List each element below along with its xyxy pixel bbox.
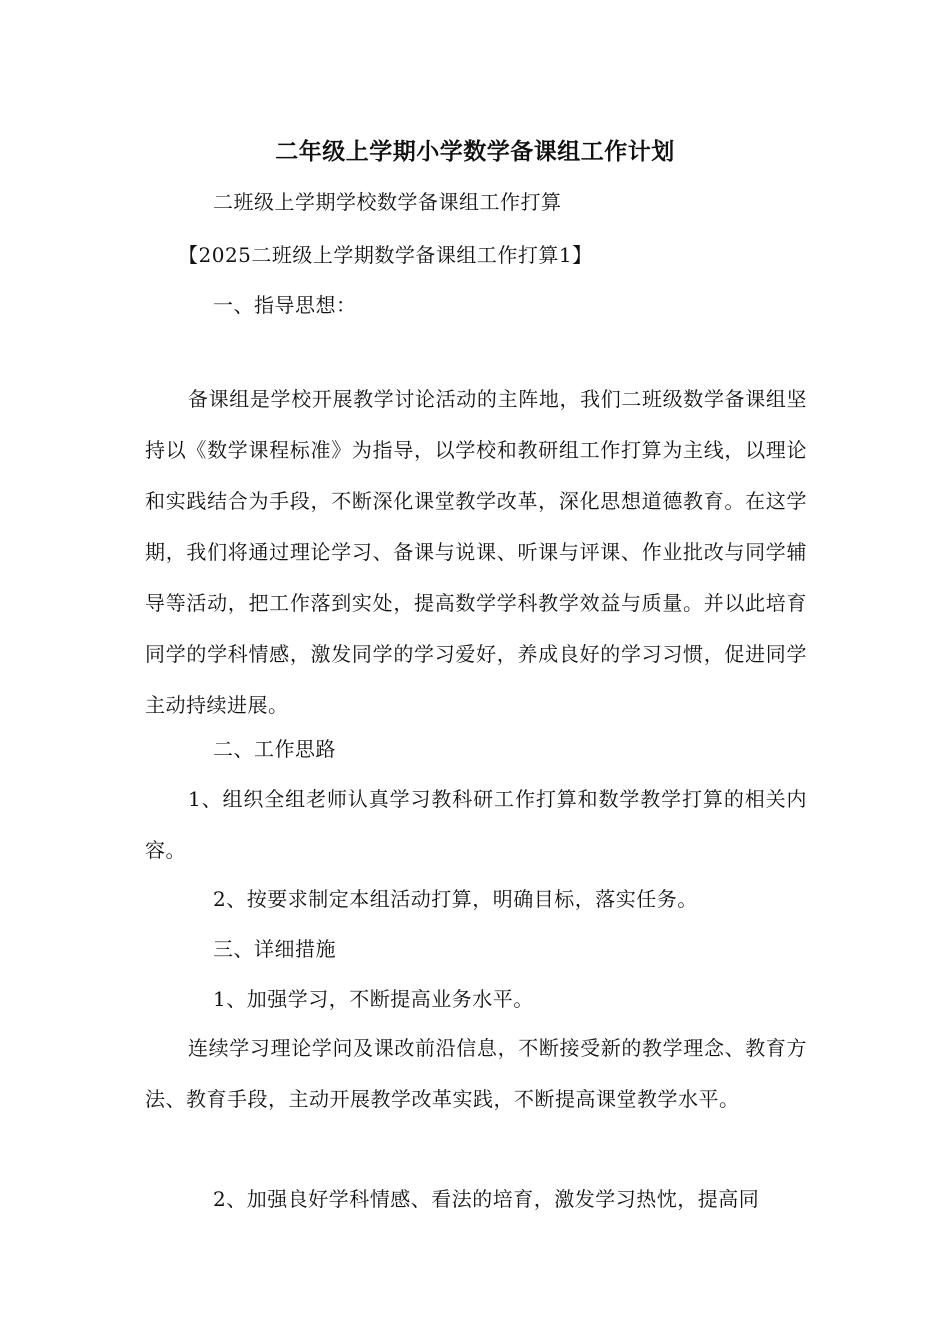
bracket-heading: 【2025二班级上学期数学备课组工作打算1】	[178, 243, 593, 267]
paragraph-measure-1: 连续学习理论学问及课改前沿信息，不断接受新的教学理念、教育方法、教育手段，主动开展教学改革实践，不断提高课堂教学水平。	[145, 1036, 807, 1111]
work-idea-item-2: 2、按要求制定本组活动打算，明确目标，落实任务。	[213, 887, 698, 911]
work-idea-item-1: 1、组织全组老师认真学习教科研工作打算和数学教学打算的相关内容。	[145, 787, 807, 862]
measure-item-2: 2、加强良好学科情感、看法的培育，激发学习热忱，提高同	[213, 1187, 760, 1211]
paragraph-guiding-thought: 备课组是学校开展教学讨论活动的主阵地，我们二班级数学备课组坚持以《数学课程标准》为指导，以学校和教研组工作打算为主线，以理论和实践结合为手段，不断深化课堂教学改革，深化思想道德教育。在这学期，我们将通过理论学习、备课与说课、听课与评课、作业批改与同学辅导等活动，把工作落到实处，提高数学学科教学效益与质量。并以此培育同学的学科情感，激发同学的学习爱好，养成良好的学习习惯，促进同学主动持续进展。	[145, 387, 807, 717]
document-title: 二年级上学期小学数学备课组工作计划	[275, 138, 675, 165]
document-subtitle: 二班级上学期学校数学备课组工作打算	[213, 190, 562, 214]
section-heading-guiding-thought: 一、指导思想：	[213, 293, 357, 317]
measure-item-1: 1、加强学习，不断提高业务水平。	[213, 987, 534, 1011]
section-heading-work-ideas: 二、工作思路	[213, 737, 336, 761]
section-heading-measures: 三、详细措施	[213, 937, 336, 961]
